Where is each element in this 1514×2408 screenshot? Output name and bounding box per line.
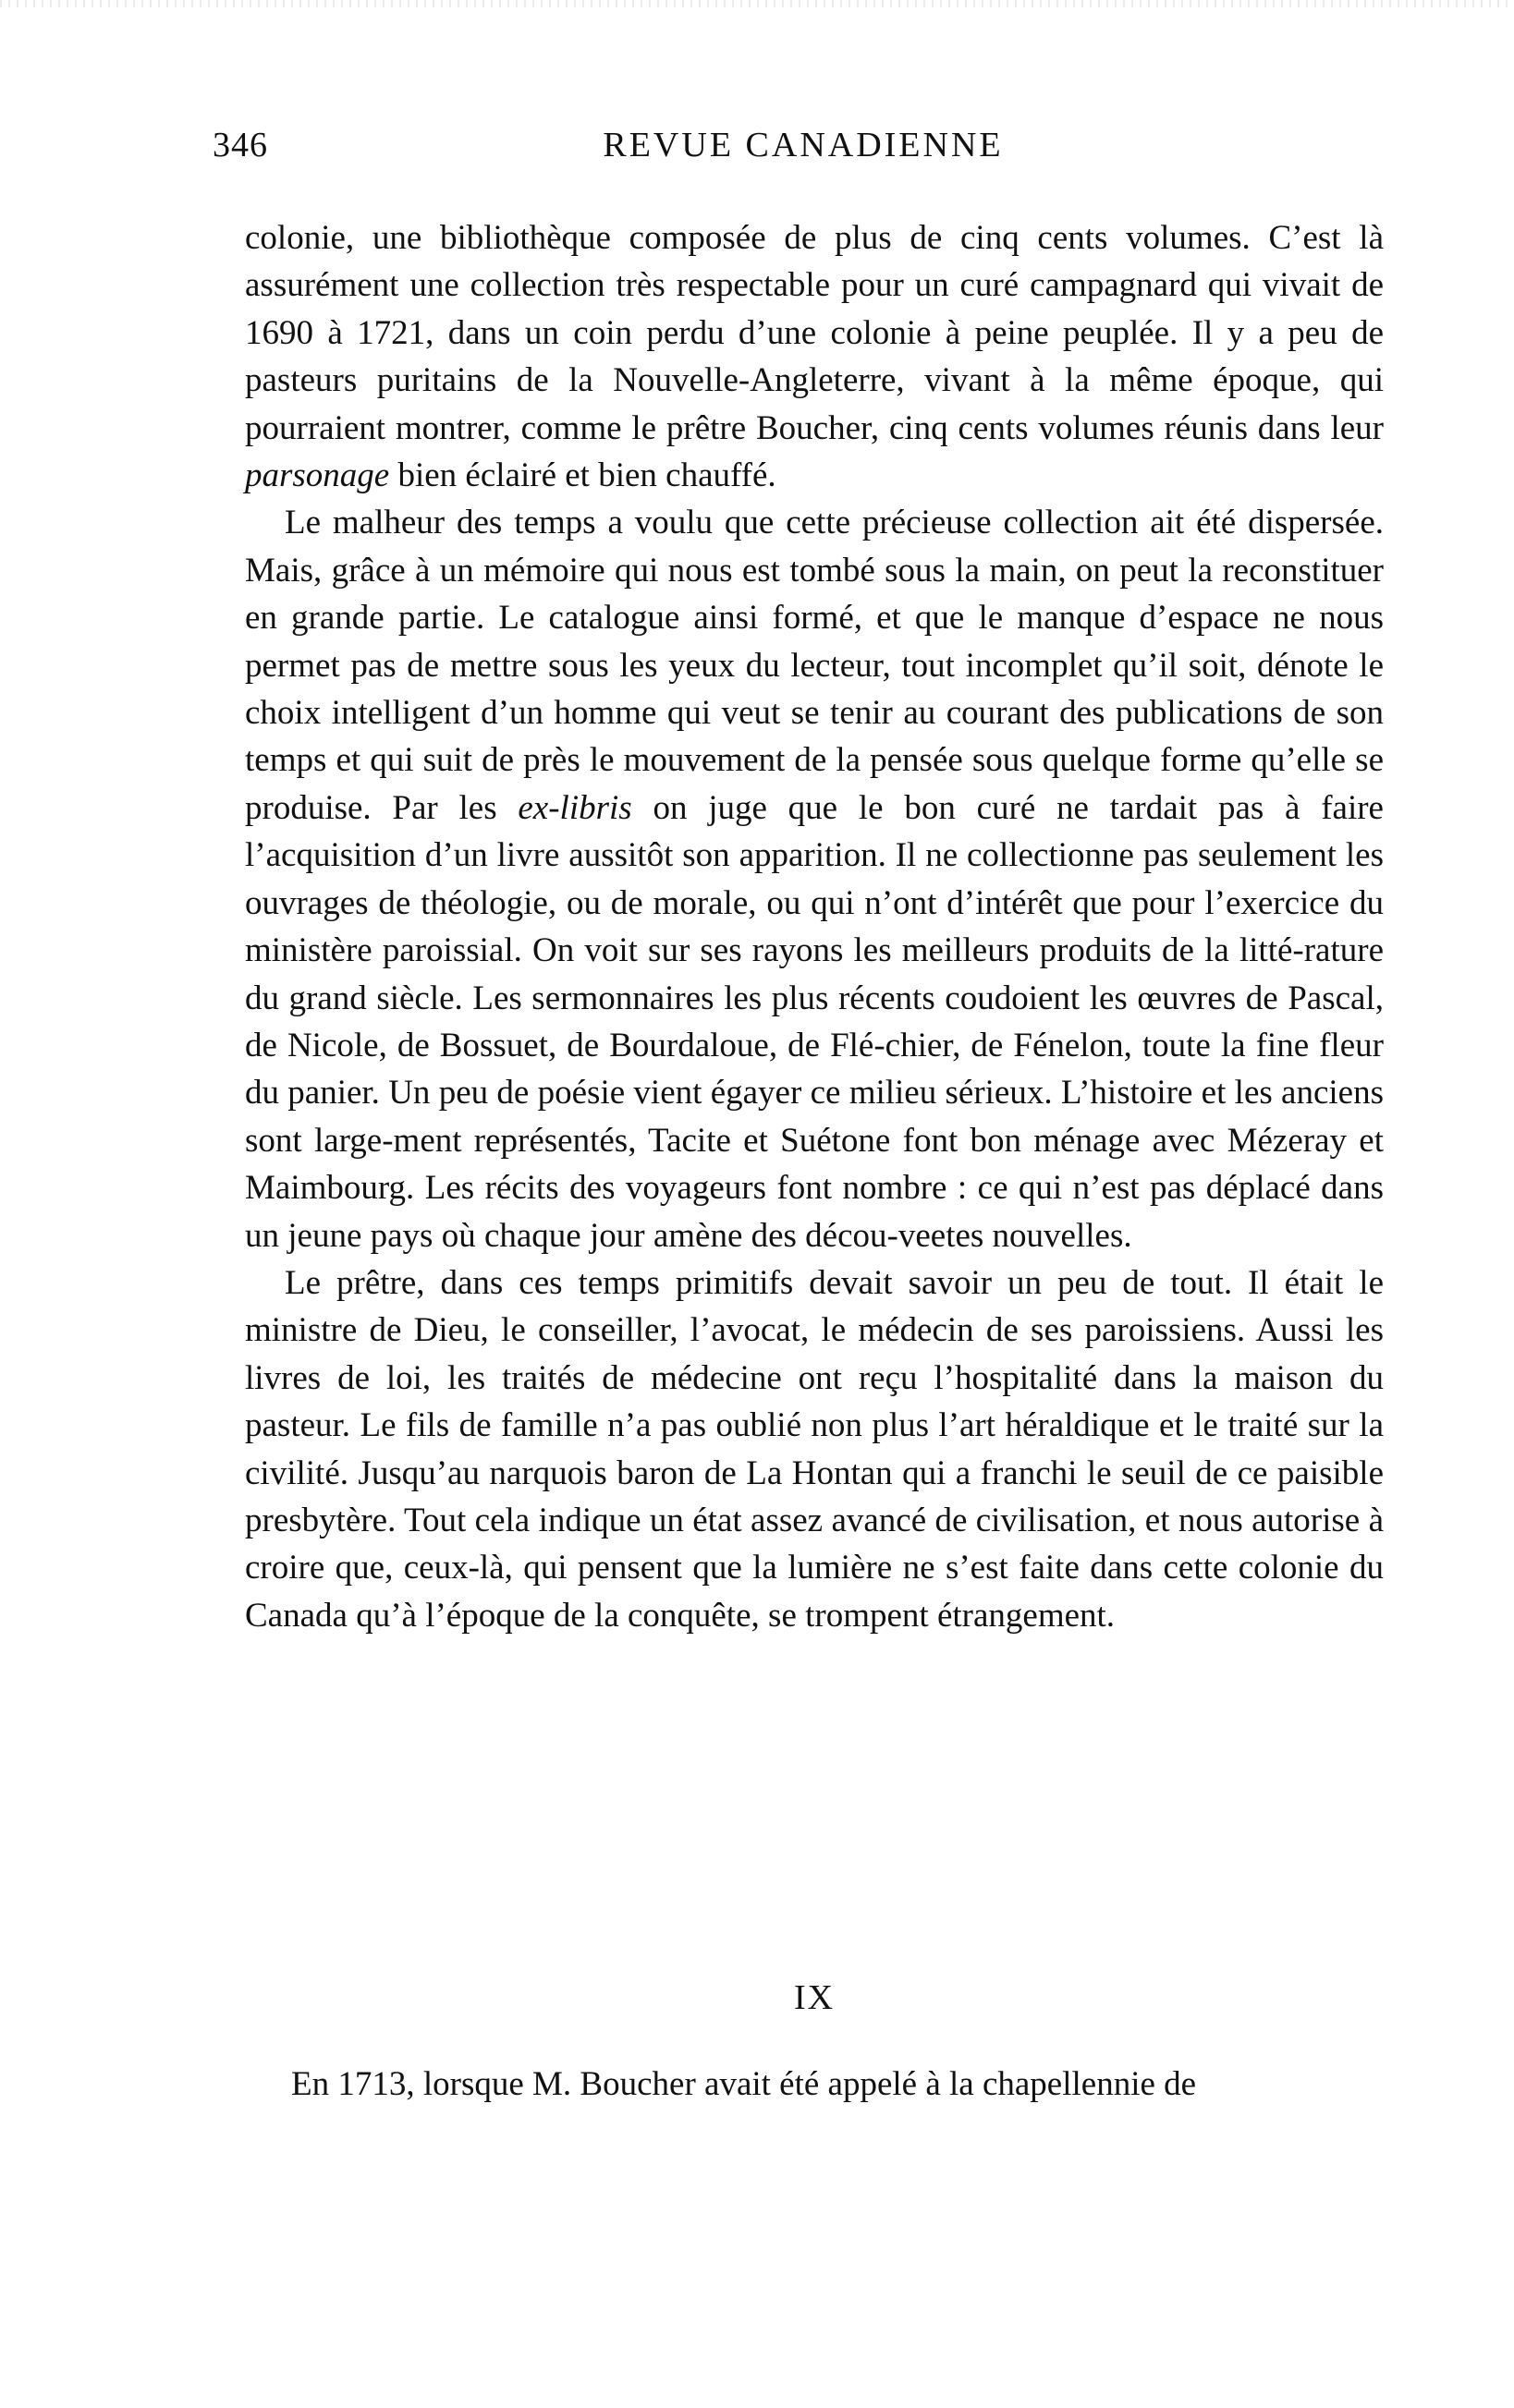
paragraph-3: Le prêtre, dans ces temps primitifs devait savoir un peu de tout. Il était le ministre de Dieu, le conseiller, l’avocat, le médecin de ses paroissiens. Aussi les livres de loi, les traités de médecine ont reçu l’hospitalité dans la maison du pasteur. Le fils de famille n’a pas oublié non plus l’art héraldique et le traité sur la civilité. Jusqu’au narquois baron de La Hontan qui a franchi le seuil de ce paisible presbytère. Tout cela indique un état assez avancé de civilisation, et nous autorise à croire que, ceux-là, qui pensent que la lumière ne s’est faite dans cette colonie du Canada qu’à l’époque de la conquête, se trompent étrangement.: [245, 1263, 1384, 1635]
body-text: [245, 214, 1384, 1639]
section-heading: IX: [793, 1978, 836, 2017]
paragraph-2: [245, 499, 1384, 1259]
paragraph-2-text-a: Le malheur des temps a voulu que cette précieuse collection ait été dispersée. Mais, grâce à un mémoire qui nous est tombé sous la main, on peut la reconstituer en grande partie. Le catalogue ainsi formé, et que le manque d’espace ne nous permet pas de mettre sous les yeux du lecteur, tout incomplet qu’il soit, dénote le choix intelligent d’un homme qui veut se tenir au courant des publications de son temps et qui suit de près le mouvement de la pensée sous quelque forme qu’elle se produise. Par les: [245, 504, 1384, 827]
paragraph-2-text-b: on juge que le bon curé ne tardait pas à faire l’acquisition d’un livre aussitôt son apparition. Il ne collectionne pas seulement les ouvrages de théologie, ou de morale, ou qui n’ont d’intérêt que pour l’exercice du ministère paroissial. On voit sur ses rayons les meilleurs produits de la litté-rature du grand siècle. Les sermonnaires les plus récents coudoient les œuvres de Pascal, de Nicole, de Bossuet, de Bourdaloue, de Flé-chier, de Fénelon, toute la fine fleur du panier. Un peu de poésie vient égayer ce milieu sérieux. L’histoire et les anciens sont large-ment représentés, Tacite et Suétone font bon ménage avec Mézeray et Maimbourg. Les récits des voyageurs font nombre : ce qui n’est pas déplacé dans un jeune pays où chaque jour amène des décou-veetes nouvelles.: [245, 788, 1384, 1255]
paragraph-1-italic-term: parsonage: [245, 456, 390, 495]
page-number: 346: [213, 126, 268, 164]
paragraph-continued: [245, 214, 1384, 499]
running-title: REVUE CANADIENNE: [603, 126, 1004, 164]
paragraph-2-italic-term: ex-libris: [518, 788, 632, 827]
paragraph-1-text-a: colonie, une bibliothèque composée de plus de cinq cents volumes. C’est là assurément une collection très respectable pour un curé campagnard qui vivait de 1690 à 1721, dans un coin perdu d’une colonie à peine peuplée. Il y a peu de pasteurs puritains de la Nouvelle-Angleterre, vivant à la même époque, qui pourraient montrer, comme le prêtre Boucher, cinq cents volumes réunis dans leur: [245, 219, 1384, 447]
page-header: [213, 125, 1394, 180]
paragraph-1-text-b: bien éclairé et bien chauffé.: [389, 456, 776, 495]
scan-edge-noise: [0, 0, 1514, 7]
paragraph-4: En 1713, lorsque M. Boucher avait été appelé à la chapellennie de: [291, 2065, 1197, 2103]
